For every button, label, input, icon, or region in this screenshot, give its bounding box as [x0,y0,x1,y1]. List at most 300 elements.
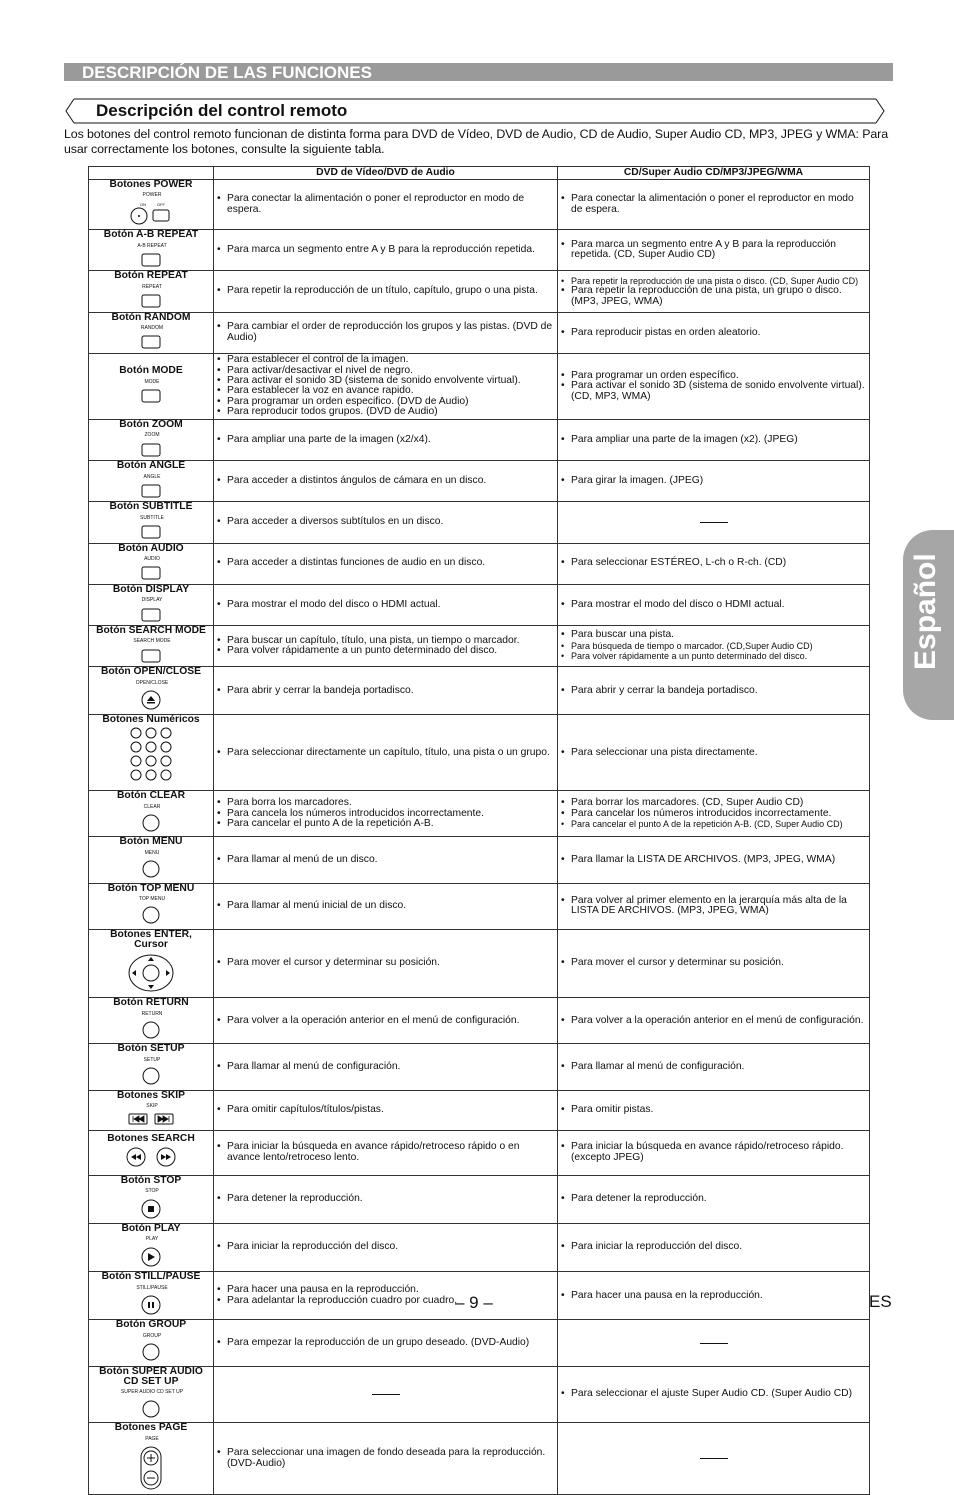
table-row [89,1175,870,1223]
bullet-item: • Para programar un orden especifico. (DVD de Audio) [217,397,554,407]
cd-cell [558,353,870,419]
bullet-item: • Para omitir capítulos/títulos/pistas. [217,1105,554,1115]
bullet-list [561,371,866,402]
dvd-cell [214,502,558,543]
page-code: ES [869,1292,892,1311]
key-label [92,1056,212,1062]
key-label [92,849,212,855]
bullet-list [217,1142,554,1163]
round-key-icon [92,859,210,882]
bullet-item: • Para cambiar el order de reproducción los grupos y las pistas. (DVD de Audio) [217,322,554,343]
bullet-item: • Para seleccionar ESTÉREO, L-ch o R-ch. (CD) [561,558,866,568]
bullet-item: • Para repetir la reproducción de una pista o disco. (CD, Super Audio CD) [561,276,866,286]
table-row [89,1130,870,1175]
bullet-list [561,1105,866,1115]
dvd-cell [214,1423,558,1495]
key-label [92,242,212,248]
bullet-item: • Para borrar los marcadores. (CD, Super Audio CD) [561,798,866,808]
cd-cell [558,1423,870,1495]
dvd-cell [214,837,558,883]
table-row [89,584,870,625]
key-label [92,378,212,384]
cd-cell [558,998,870,1044]
bullet-item: • Para borra los marcadores. [217,798,554,808]
cd-cell [558,1223,870,1271]
key-label [92,679,212,685]
bullet-item: • Para llamar al menú de configuración. [217,1062,554,1072]
bullet-list [217,1448,554,1469]
bullet-list [217,798,554,829]
bullet-list [561,1062,866,1072]
key-label [92,555,212,561]
key-label [92,596,212,602]
bullet-item: • Para iniciar la reproducción del disco. [217,1242,554,1252]
header-button [89,167,214,180]
dvd-cell [214,1272,558,1320]
bullet-item: • Para ampliar una parte de la imagen (x2). (JPEG) [561,435,866,445]
button-name: Botón CLEAR [116,790,186,802]
button-cell [89,998,214,1044]
bullet-item: • Para omitir pistas. [561,1105,866,1115]
bullet-list [217,1338,554,1348]
intro-text: Los botones del control remoto funcionan de distinta forma para DVD de Vídeo, DVD de Audio, CD de Audio, Super Audio CD, MP3, JPEG y WMA: Para usar correctamente los botones, consulte la siguiente tabla. [64,127,888,156]
dvd-cell [214,625,558,666]
cd-cell [558,502,870,543]
cd-cell [558,1320,870,1366]
bullet-item: • Para ampliar una parte de la imagen (x2/x4). [217,435,554,445]
button-cell [89,883,214,929]
bullet-item: • Para mostrar el modo del disco o HDMI actual. [217,600,554,610]
bullet-list [217,286,554,296]
button-name: Botón RANDOM [111,311,191,323]
svg-text:ZOOM: ZOOM [144,432,160,438]
cd-cell [558,230,870,271]
bullet-list [561,194,866,215]
bullet-item: • Para acceder a distintos ángulos de cámara en un disco. [217,476,554,486]
button-cell [89,312,214,353]
bullet-list [561,328,866,338]
bullet-list [561,1016,866,1026]
table-row [89,998,870,1044]
bullet-item: • Para seleccionar una imagen de fondo deseada para la reproducción. (DVD-Audio) [217,1448,554,1469]
button-cell [89,461,214,502]
button-cell [89,502,214,543]
table-row [89,1090,870,1130]
dvd-cell [214,230,558,271]
bullet-list [561,1142,866,1163]
bullet-list [561,896,866,917]
button-cell [89,1223,214,1271]
button-name: Botones Numéricos [102,714,200,726]
table-row [89,837,870,883]
bullet-list [217,194,554,215]
key-label [92,1235,212,1241]
table-row [89,271,870,312]
dvd-cell [214,180,558,230]
dvd-cell [214,1223,558,1271]
bullet-list [217,958,554,968]
bullet-list [217,686,554,696]
dvd-cell [214,543,558,584]
section-title-bar [64,63,893,81]
skip-icon [92,1112,210,1129]
svg-text:STILL/PAUSE: STILL/PAUSE [136,1284,168,1290]
bullet-list [561,1291,866,1301]
page-number: – 9 – [455,1293,493,1312]
button-name: Botón SUBTITLE [109,501,193,513]
cd-cell [558,1175,870,1223]
bullet-item: • Para volver rápidamente a un punto determinado del disco. [561,651,866,661]
rect-key-icon [92,293,210,311]
bullet-item: • Para activar el sonido 3D (sistema de sonido envolvente virtual). (CD, MP3, WMA) [561,381,866,402]
bullet-item: • Para establecer la voz en avance rapido. [217,386,554,396]
button-name: Botón DISPLAY [112,583,190,595]
cd-cell [558,883,870,929]
bullet-item: • Para llamar al menú inicial de un disco. [217,901,554,911]
cd-cell [558,1090,870,1130]
button-name: Botón AUDIO [118,542,184,554]
bullet-item: • Para abrir y cerrar la bandeja portadisco. [561,686,866,696]
table-row [89,543,870,584]
table-row [89,230,870,271]
button-cell [89,1320,214,1366]
eject-icon [92,689,210,714]
bullet-list [561,600,866,610]
bullet-list [217,558,554,568]
cd-cell [558,667,870,715]
bullet-item: • Para iniciar la búsqueda en avance rápido/retroceso rápido. (excepto JPEG) [561,1142,866,1163]
pause-icon [92,1294,210,1319]
dvd-cell [214,419,558,460]
dvd-cell [214,1044,558,1090]
button-name: Botón RETURN [113,997,189,1009]
bullet-item: • Para seleccionar el ajuste Super Audio CD. (Super Audio CD) [561,1389,866,1399]
bullet-list [217,901,554,911]
bullet-item: • Para adelantar la reproducción cuadro por cuadro. [217,1296,554,1306]
bullet-item: • Para llamar al menú de configuración. [561,1062,866,1072]
key-label [92,514,212,520]
table-row [89,715,870,791]
button-cell [89,543,214,584]
bullet-item: • Para conectar la alimentación o poner el reproductor en modo de espera. [561,194,866,215]
svg-text:SUBTITLE: SUBTITLE [140,514,164,520]
button-name: Botón SEARCH MODE [96,624,206,636]
bullet-list [561,748,866,758]
bullet-item: • Para cancelar los números introducidos incorrectamente. [561,809,866,819]
rect-key-icon [92,442,210,460]
button-cell [89,419,214,460]
button-name: Botón OPEN/CLOSE [100,666,202,678]
table-row [89,1423,870,1495]
bullet-item: • Para cancelar el punto A de la repetición A-B. (CD, Super Audio CD) [561,819,866,829]
table-row [89,1366,870,1423]
rect-key-icon [92,565,210,583]
key-label [92,803,212,809]
bullet-list [217,1016,554,1026]
not-applicable-dash [700,522,728,523]
bullet-item: • Para cancela los números introducidos incorrectamente. [217,809,554,819]
bullet-list [217,748,554,758]
bullet-item: • Para conectar la alimentación o poner el reproductor en modo de espera. [217,194,554,215]
button-cell [89,1130,214,1175]
play-icon [92,1246,210,1271]
sub-heading [64,98,886,124]
button-name: Botón ANGLE [116,460,186,472]
bullet-item: • Para cancelar el punto A de la repetición A-B. [217,819,554,829]
bullet-item: • Para llamar la LISTA DE ARCHIVOS. (MP3, JPEG, WMA) [561,855,866,865]
cursor-pad-icon [92,952,210,997]
rect-key-icon [92,648,210,666]
button-name: Botones SKIP [116,1089,186,1101]
button-name: Botones SEARCH [107,1133,195,1145]
bullet-item: • Para iniciar la reproducción del disco. [561,1242,866,1252]
table-row [89,1223,870,1271]
key-label [92,1332,212,1338]
svg-text:CLEAR: CLEAR [143,803,161,809]
header-dvd: DVD de Vídeo/DVD de Audio [214,167,558,180]
key-label [92,431,212,437]
button-cell [89,837,214,883]
key-label [92,283,212,289]
cd-cell [558,1044,870,1090]
svg-text:SUPER AUDIO CD SET UP: SUPER AUDIO CD SET UP [120,1389,184,1395]
svg-text:GROUP: GROUP [142,1332,162,1338]
dvd-cell [214,1130,558,1175]
cd-cell [558,1130,870,1175]
dvd-cell [214,998,558,1044]
bullet-item: • Para volver a la operación anterior en el menú de configuración. [217,1016,554,1026]
bullet-list [561,630,866,661]
dvd-cell [214,1320,558,1366]
cd-cell [558,180,870,230]
button-cell [89,353,214,419]
bullet-list [561,798,866,829]
svg-text:DISPLAY: DISPLAY [141,597,163,603]
dvd-cell [214,883,558,929]
table-row [89,667,870,715]
table-row [89,883,870,929]
button-name: Botones PAGE [114,1422,188,1434]
button-cell [89,625,214,666]
header-cd: CD/Super Audio CD/MP3/JPEG/WMA [558,167,870,180]
rect-key-icon [92,524,210,542]
table-header-row [89,167,870,180]
button-cell [89,271,214,312]
round-key-icon [92,1020,210,1043]
button-name: Botón MODE [119,365,183,377]
bullet-item: • Para establecer el control de la imagen. [217,355,554,365]
cd-cell [558,461,870,502]
dvd-cell [214,791,558,837]
svg-text:RANDOM: RANDOM [140,325,164,331]
bullet-item: • Para volver al primer elemento en la jerarquía más alta de la LISTA DE ARCHIVOS. (MP3, JPEG, WMA) [561,896,866,917]
key-label [92,1010,212,1016]
button-name: Botones ENTER, Cursor [110,928,192,951]
button-cell [89,1175,214,1223]
language-tab-label: Español [909,553,942,670]
bullet-item: • Para búsqueda de tiempo o marcador. (CD,Super Audio CD) [561,641,866,651]
sub-title: Descripción del control remoto [96,101,348,120]
bullet-list [217,1242,554,1252]
key-label [92,191,212,197]
bullet-list [561,240,866,261]
table-row [89,502,870,543]
cd-cell [558,715,870,791]
svg-text:A-B REPEAT: A-B REPEAT [137,242,167,248]
round-key-icon [92,1399,210,1422]
svg-text:SETUP: SETUP [143,1056,161,1062]
table-row [89,461,870,502]
button-cell [89,1044,214,1090]
button-cell [89,584,214,625]
button-name: Botón STOP [120,1174,182,1186]
key-label [92,324,212,330]
bullet-list [217,855,554,865]
not-applicable-dash [700,1343,728,1344]
svg-text:AUDIO: AUDIO [144,555,160,561]
button-name: Botón PLAY [121,1222,181,1234]
bullet-list [217,245,554,255]
stop-icon [92,1198,210,1223]
bullet-item: • Para seleccionar directamente un capítulo, título, una pista o un grupo. [217,748,554,758]
bullet-list [217,636,554,657]
bullet-item: • Para programar un orden específico. [561,371,866,381]
svg-text:OFF: OFF [157,201,165,207]
button-name: Botón A-B REPEAT [103,229,199,241]
bullet-item: • Para buscar un capítulo, título, una pista, un tiempo o marcador. [217,636,554,646]
bullet-item: • Para buscar una pista. [561,630,866,640]
svg-text:OPEN/CLOSE: OPEN/CLOSE [135,679,169,685]
bullet-item: • Para iniciar la búsqueda en avance rápido/retroceso rápido o en avance lento/retroceso lento. [217,1142,554,1163]
bullet-item: • Para activar el sonido 3D (sistema de sonido envolvente virtual). [217,376,554,386]
bullet-item: • Para acceder a distintas funciones de audio en un disco. [217,558,554,568]
bullet-item: • Para volver a la operación anterior en el menú de configuración. [561,1016,866,1026]
key-label [92,895,212,901]
button-cell [89,230,214,271]
button-name: Botón SETUP [117,1043,185,1055]
bullet-list [561,1389,866,1399]
rect-key-icon [92,483,210,501]
key-label [92,637,212,643]
table-row [89,929,870,997]
bullet-item: • Para volver rápidamente a un punto determinado del disco. [217,646,554,656]
rect-key-icon [92,252,210,270]
button-name: Botones POWER [109,179,193,190]
button-cell [89,180,214,230]
power-icon [92,202,210,229]
bullet-item: • Para hacer una pausa en la reproducción. [217,1285,554,1295]
language-tab [903,530,954,720]
key-label [92,473,212,479]
svg-text:REPEAT: REPEAT [142,283,162,289]
table-row [89,353,870,419]
button-cell [89,929,214,997]
bullet-item: • Para repetir la reproducción de un título, capítulo, grupo o una pista. [217,286,554,296]
dvd-cell [214,929,558,997]
rect-key-icon [92,334,210,352]
bullet-list [561,1194,866,1204]
table-row [89,419,870,460]
dvd-cell [214,461,558,502]
bullet-item: • Para marca un segmento entre A y B para la reproducción repetida. [217,245,554,255]
cd-cell [558,929,870,997]
bullet-list [561,855,866,865]
svg-text:ON: ON [140,201,146,207]
button-name: Botón GROUP [115,1319,187,1331]
table-row [89,625,870,666]
bullet-item: • Para mostrar el modo del disco o HDMI actual. [561,600,866,610]
bullet-list [217,435,554,445]
cd-cell [558,625,870,666]
bullet-list [561,686,866,696]
svg-text:MODE: MODE [144,378,160,384]
bullet-item: • Para seleccionar una pista directamente. [561,748,866,758]
not-applicable-dash [372,1394,400,1395]
svg-text:SEARCH MODE: SEARCH MODE [133,638,171,644]
dvd-cell [214,667,558,715]
round-key-icon [92,905,210,928]
number-keys-icon [92,727,210,790]
key-label [92,1187,212,1193]
cd-cell [558,1366,870,1423]
dvd-cell [214,1366,558,1423]
bullet-list [561,276,866,307]
dvd-cell [214,1090,558,1130]
bullet-item: • Para detener la reproducción. [561,1194,866,1204]
bullet-list [217,1105,554,1115]
bullet-list [217,1285,554,1306]
key-label [92,1388,212,1394]
button-cell [89,1090,214,1130]
button-name: Botón SUPER AUDIO CD SET UP [99,1365,203,1388]
bullet-item: • Para empezar la reproducción de un grupo deseado. (DVD-Audio) [217,1338,554,1348]
key-label [92,1102,212,1108]
table-row [89,1320,870,1366]
bullet-list [217,476,554,486]
rect-key-icon [92,388,210,406]
button-name: Botón TOP MENU [107,882,195,894]
search-keys-icon [92,1146,210,1171]
bullet-list [217,517,554,527]
svg-text:STOP: STOP [145,1188,159,1194]
cd-cell [558,419,870,460]
svg-text:TOP MENU: TOP MENU [138,896,166,902]
not-applicable-dash [700,1458,728,1459]
bullet-item: • Para acceder a diversos subtítulos en un disco. [217,517,554,527]
svg-text:POWER: POWER [142,192,162,198]
cd-cell [558,584,870,625]
bullet-list [561,476,866,486]
cd-cell [558,791,870,837]
bullet-list [561,558,866,568]
bullet-item: • Para activar/desactivar el nivel de negro. [217,366,554,376]
button-cell [89,715,214,791]
svg-text:SKIP: SKIP [146,1102,158,1108]
dvd-cell [214,1175,558,1223]
bullet-list [217,1194,554,1204]
button-name: Botón STILL/PAUSE [101,1271,201,1283]
button-cell [89,667,214,715]
bullet-list [217,355,554,417]
bullet-item: • Para llamar al menú de un disco. [217,855,554,865]
bullet-item: • Para repetir la reproducción de una pista, un grupo o disco. (MP3, JPEG, WMA) [561,286,866,307]
table-row [89,791,870,837]
dvd-cell [214,353,558,419]
table-row [89,180,870,230]
button-name: Botón REPEAT [114,270,188,282]
cd-cell [558,271,870,312]
button-name: Botón MENU [119,836,183,848]
